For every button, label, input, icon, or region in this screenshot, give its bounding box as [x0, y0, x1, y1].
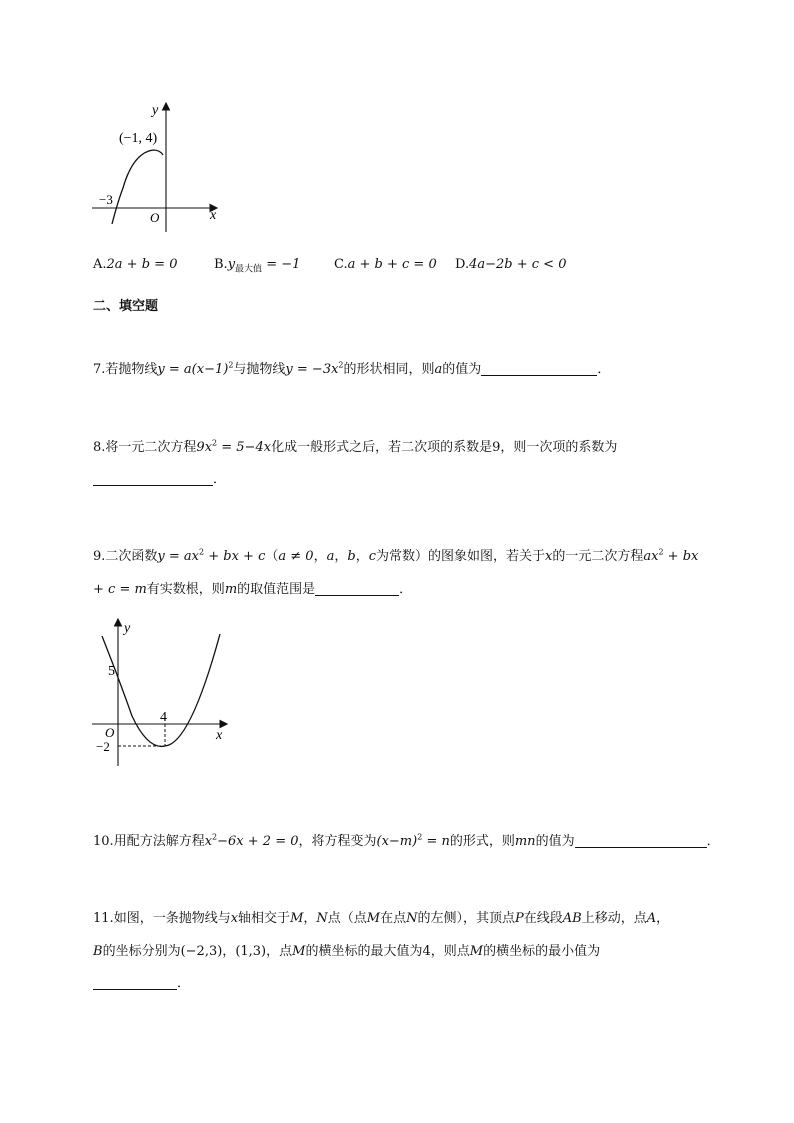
origin-label: O	[105, 725, 115, 740]
answer-blank-11[interactable]	[93, 975, 177, 990]
option-b[interactable]: $B.y_{最大值} = -1$	[214, 257, 301, 275]
option-c[interactable]: C.a + b + c = 0	[334, 257, 437, 272]
vertex-y-label: −2	[96, 739, 110, 754]
x-intercept-label: −3	[99, 192, 113, 207]
x-axis-label: x	[216, 728, 223, 743]
question-9-line-2: + c = m有实数根，则m的取值范围是 ．	[93, 582, 413, 597]
parabola-curve	[102, 634, 220, 746]
question-11: 11.如图，一条抛物线与x轴相交于M，N点（点M在点N的左侧），其顶点P在线段AB上移动，点A，	[93, 911, 670, 926]
figure-parabola-2	[90, 616, 240, 771]
x-axis-label: x	[210, 208, 217, 223]
answer-blank-7[interactable]	[481, 361, 597, 376]
figure-parabola-1	[88, 98, 228, 238]
vertex-x-label: 4	[160, 710, 167, 725]
section-heading: 二、填空题	[93, 299, 159, 314]
question-9: 9.二次函数$y = ax^2$ + bx + c（a ≠ 0，a，b，c为常数）的图象如图，若关于x的一元二次方程$ax^2$ + bx	[93, 547, 699, 564]
answer-blank-8[interactable]	[93, 471, 213, 486]
y-axis-label: y	[124, 621, 131, 636]
y-axis-label: y	[152, 103, 159, 118]
question-7: 7.若抛物线$y = a(x-1)^2$与抛物线$y = -3x^2$的形状相同，则a的值为 ．	[93, 360, 611, 377]
question-11-line-3: ．	[93, 972, 190, 991]
option-a[interactable]: A.2a + b = 0	[93, 257, 178, 272]
question-10: 10.用配方法解方程$x^2-6x + 2 = 0$，将方程变为$(x-m)^2 = n$的形式，则mn的值为 ．	[93, 832, 720, 849]
origin-label: O	[150, 210, 160, 225]
option-d[interactable]: D.4a−2b + c < 0	[455, 257, 567, 272]
question-11-line-2: B的坐标分别为(−2,3)，(1,3)，点M的横坐标的最大值为4，则点M的横坐标的最小值为	[93, 944, 601, 959]
question-8: 8.将一元二次方程$9x^2 = 5-4x$化成一般形式之后，若二次项的系数是9，则一次项的系数为	[93, 438, 618, 455]
answer-blank-9[interactable]	[315, 581, 399, 596]
y-intercept-label: 5	[108, 664, 115, 679]
vertex-label: (−1, 4)	[119, 131, 158, 146]
answer-blank-10[interactable]	[575, 833, 707, 848]
question-8-line-2: ．	[93, 468, 226, 487]
